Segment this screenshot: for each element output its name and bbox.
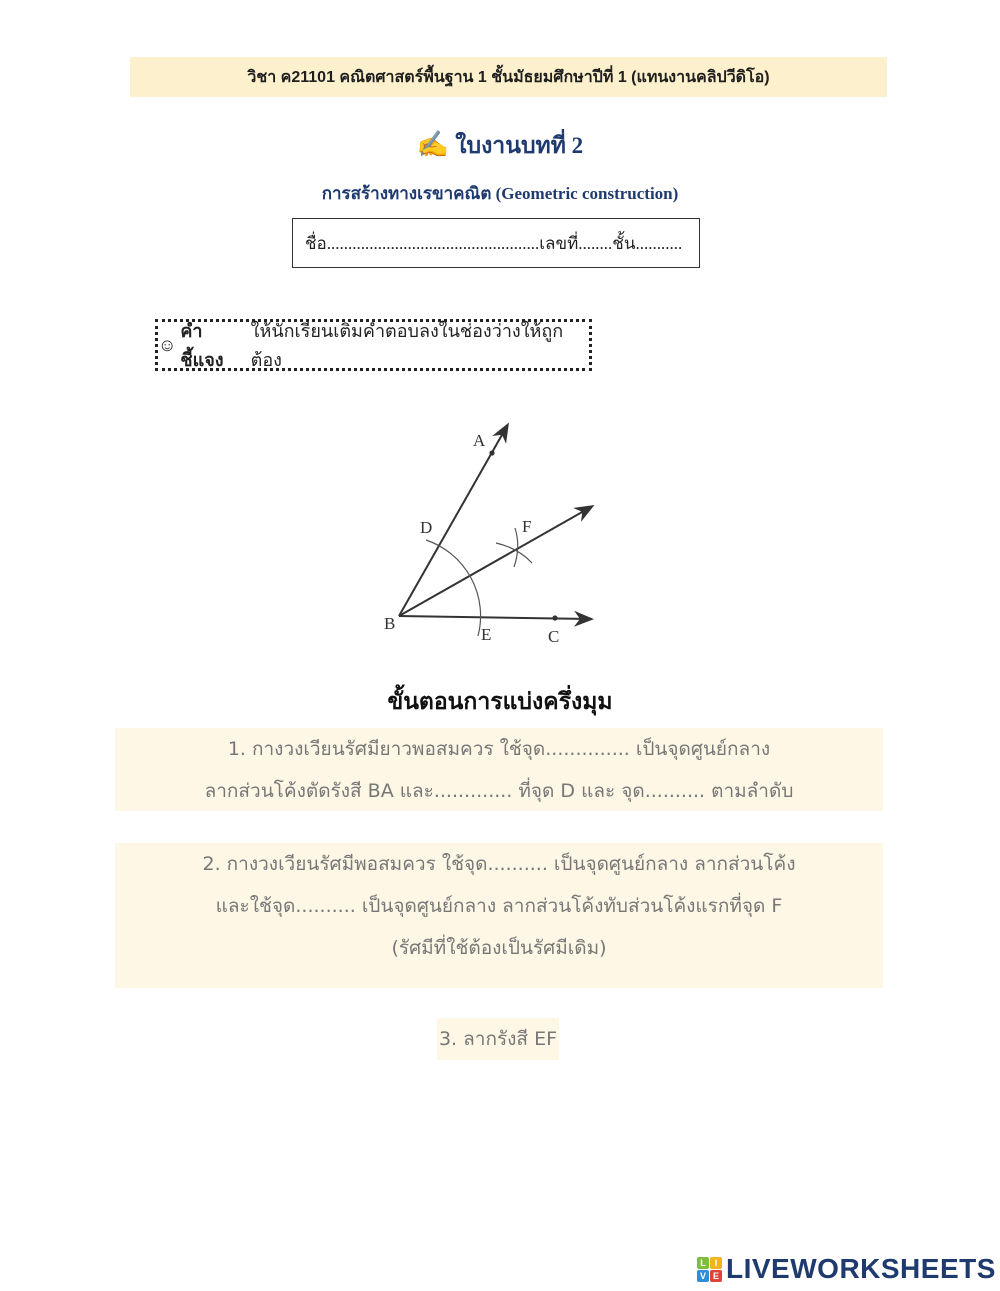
brand-name: LIVEWORKSHEETS [726,1253,996,1284]
label-f: F [522,517,532,536]
step-1-line-1: 1. กางวงเวียนรัศมียาวพอสมควร ใช้จุด.............. เป็นจุดศูนย์กลาง [227,738,771,760]
step-1-box [115,728,883,811]
point-c [552,615,557,620]
liveworksheets-logo [697,1253,996,1285]
worksheet-subtitle: การสร้างทางเรขาคณิต (Geometric construction) [321,184,679,203]
label-c: C [548,627,560,646]
smiley-icon: ☺ [158,334,177,355]
course-header-bar [130,57,887,97]
label-e: E [481,625,492,644]
student-info-line: ชื่อ..................................................เลขที่........ชั้น........... [305,233,683,253]
arc-f2 [514,528,518,567]
step-3-line-1: 3. ลากรังสี EF [438,1028,558,1050]
label-d: D [420,518,433,537]
course-title: วิชา ค21101 คณิตศาสตร์พื้นฐาน 1 ชั้นมัธยมศึกษาปีที่ 1 (แทนงานคลิปวีดิโอ) [247,68,770,86]
label-a: A [473,431,486,450]
tile-e: E [710,1270,722,1282]
tile-v: V [697,1270,709,1282]
step-2-line-2: และใช้จุด.......... เป็นจุดศูนย์กลาง ลากส่วนโค้งทับส่วนโค้งแรกที่จุด F [215,895,783,917]
step-2-line-3: (รัศมีที่ใช้ต้องเป็นรัศมีเดิม) [391,937,607,959]
tile-i: I [710,1257,722,1269]
worksheet-title [300,128,700,164]
angle-bisector-figure [370,415,610,655]
point-a [489,450,494,455]
instructions-text: ให้นักเรียนเติมคำตอบลงในช่องว่างให้ถูกต้อง [250,321,564,370]
live-tiles-icon [697,1257,722,1282]
label-b: B [384,614,396,633]
step-2-line-1: 2. กางวงเวียนรัศมีพอสมควร ใช้จุด.......... เป็นจุดศูนย์กลาง ลากส่วนโค้ง [202,853,796,875]
student-info-box [292,218,700,268]
step-1-line-2: ลากส่วนโค้งตัดรังสี BA และ............. ที่จุด D และ จุด.......... ตามลำดับ [204,780,794,802]
arc-f1 [496,543,532,563]
step-2-box [115,843,883,988]
steps-heading: ขั้นตอนการแบ่งครึ่งมุม [387,689,613,714]
ray-bc [399,616,590,619]
writing-hand-icon: ✍ [416,130,450,159]
tile-l: L [697,1257,709,1269]
step-3-box [437,1018,559,1060]
instructions-box [155,319,592,371]
construction-diagram [370,415,610,655]
worksheet-title-text: ใบงานบทที่ 2 [455,133,584,158]
instructions-label: คำชี้แจง [180,321,224,370]
